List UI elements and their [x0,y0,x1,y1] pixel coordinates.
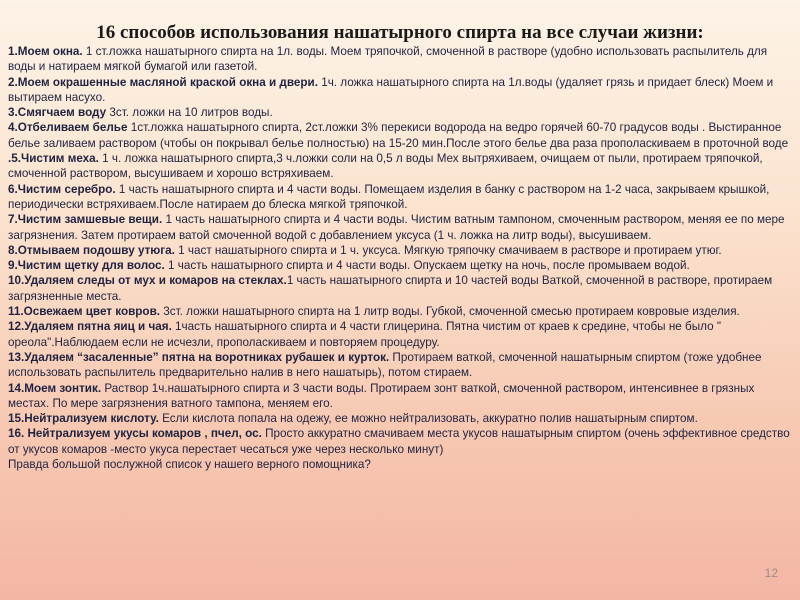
list-item [8,105,790,120]
list-item [8,319,790,350]
item-heading: .5.Чистим меха. [8,152,99,166]
item-text: 1 часть нашатырного спирта и 4 части воды. Опускаем щетку на ночь, после промываем водой. [164,259,690,273]
item-text: 1 ч. ложка нашатырного спирта,3 ч.ложки соли на 0,5 л воды Мех вытряхиваем, очищаем от пыли, протираем тряпочкой, смоченной раствором, высушиваем и хорошо встряхиваем. [8,152,763,181]
item-heading: 1.Моем окна. [8,45,83,58]
item-text: Если кислота попала на одежу, ее можно нейтрализовать, аккуратно полив нашатырным спиртом. [158,412,698,426]
item-heading: 2.Моем окрашенные масляной краской окна и двери. [8,75,318,89]
list-item [8,182,790,213]
list-item [8,304,790,319]
list-item [8,426,790,457]
list-item [8,75,790,106]
item-text: 1 ст.ложка нашатырного спирта на 1л. воды. Моем тряпочкой, смоченной в растворе (удобно использовать распылитель для воды и натираем мягкой бумагой или газетой. [8,45,768,74]
item-heading: 6.Чистим серебро. [8,182,116,196]
list-item [8,258,790,273]
item-text: 3ст. ложки на 10 литров воды. [106,106,273,120]
item-heading: 4.Отбеливаем белье [8,121,128,135]
tips-list [8,44,790,472]
item-heading: 13.Удаляем “засаленные” пятна на воротниках рубашек и курток. [8,350,390,364]
item-text: Раствор 1ч.нашатырного спирта и 3 части воды. Протираем зонт ваткой, смоченной раствором, интенсивнее в грязных местах. По мере загрязнения ватного тампона, меняем его. [8,381,755,410]
item-heading: 16. Нейтрализуем укусы комаров , пчел, ос. [8,427,262,441]
list-item [8,44,790,75]
item-text: 3ст. ложки нашатырного спирта на 1 литр воды. Губкой, смоченной смесью протираем ковровые изделия. [160,305,740,319]
item-heading: 11.Освежаем цвет ковров. [8,305,160,319]
slide-title: 16 способов использования нашатырного спирта на все случаи жизни: [96,22,704,43]
item-heading: 12.Удаляем пятна яиц и чая. [8,320,172,334]
item-text: 1часть нашатырного спирта и 4 части глицерина. Пятна чистим от краев к средине, чтобы не было " ореола".Наблюдаем если не исчезли, прополаскиваем и повторяем процедуру. [8,320,721,349]
item-text: 1ст.ложка нашатырного спирта, 2ст.ложки 3% перекиси водорода на ведро горячей 60-70 градусов воды . Выстиранное белье заливаем раствором (чтобы он покрывал белье полностью) на 15-20 мин.После этого белье два раза прополаскиваем в проточной воде [8,121,789,150]
item-text: 1 часть нашатырного спирта и 10 частей воды Ваткой, смоченной в растворе, протираем загрязненные места. [8,274,773,303]
item-heading: 7.Чистим замшевые вещи. [8,213,163,227]
item-text: Просто аккуратно смачиваем места укусов нашатырным спиртом (очень эффективное средство от укусов комаров -место укуса перестает чесаться уже через несколько минут) [8,427,790,456]
page-number: 12 [764,566,778,580]
item-heading: 9.Чистим щетку для волос. [8,259,165,273]
closing-line: Правда большой послужной список у нашего верного помощника? [8,458,371,472]
item-text: 1ч. ложка нашатырного спирта на 1л.воды (удаляет грязь и придает блеск) Моем и вытираем насухо. [8,75,774,104]
item-text: 1 часть нашатырного спирта и 4 части воды. Чистим ватным тампоном, смоченным раствором, меняя ее по мере загрязнения. Затем протираем ватой смоченной водой с добавлением уксуса (1 ч. ложка на литр воды), высушиваем. [8,213,785,242]
list-item [8,350,790,381]
item-text: 1 част нашатырного спирта и 1 ч. уксуса. Мягкую тряпочку смачиваем в растворе и протираем утюг. [174,243,722,257]
item-text: Протираем ваткой, смоченной нашатырным спиртом (тоже удобнее использовать распылитель предварительно налив в него нашатырь), потом стираем. [8,350,762,380]
list-item [8,212,790,243]
item-heading: 14.Моем зонтик. [8,381,102,395]
list-item [8,120,790,151]
list-item [8,243,790,258]
item-heading: 3.Смягчаем воду [8,106,107,120]
list-item [8,151,790,182]
item-heading: 8.Отмываем подошву утюга. [8,243,175,257]
item-heading: 10.Удаляем следы от мух и комаров на стеклах. [8,274,287,288]
list-item [8,381,790,412]
item-heading: 15.Нейтрализуем кислоту. [8,412,159,426]
item-text: 1 часть нашатырного спирта и 4 части воды. Помещаем изделия в банку с раствором на 1-2 часа, закрываем крышкой, периодически встряхиваем.После натираем до блеска мягкой тряпочкой. [8,182,770,211]
list-item [8,273,790,304]
list-item [8,411,790,426]
